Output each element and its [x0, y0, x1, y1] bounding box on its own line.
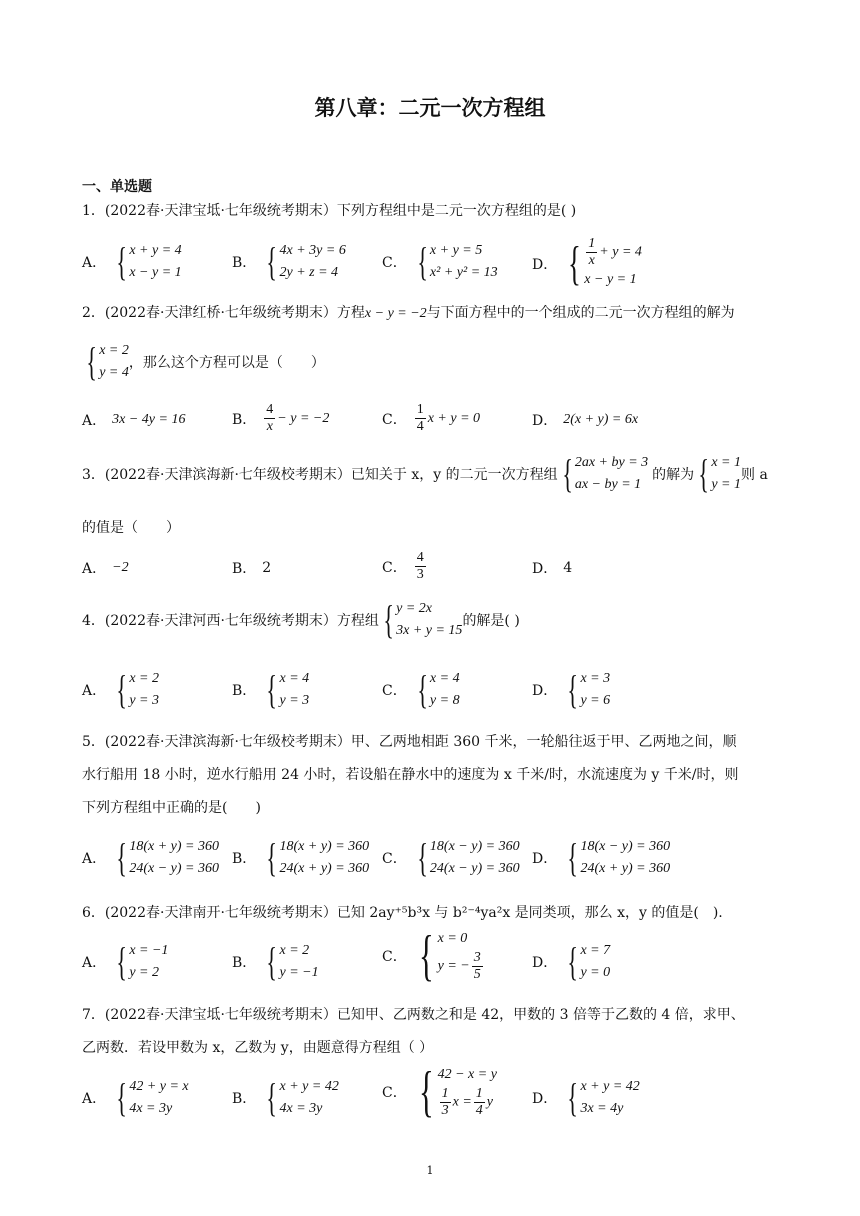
- q6-stem: 6．(2022春·天津南开·七年级统考期末）已知 2ay⁺⁵b³x 与 b²⁻⁴ya²x 是同类项，那么 x，y 的值是( ).: [82, 905, 723, 921]
- q7-stem-line1: 7．(2022春·天津宝坻·七年级统考期末）已知甲、乙两数之和是 42，甲数的 3 倍等于乙数的 4 倍，求甲、: [82, 1007, 745, 1023]
- q3-option-b[interactable]: B． 2: [232, 560, 272, 577]
- q7-stem-line2: 乙两数．若设甲数为 x，乙数为 y，由题意得方程组（ ）: [82, 1040, 434, 1056]
- q5-option-a[interactable]: A． { 18(x + y) = 360 24(x − y) = 360: [82, 835, 219, 880]
- q3-option-a[interactable]: A． −2: [82, 560, 129, 577]
- q4-option-a[interactable]: A． { x = 2 y = 3: [82, 667, 159, 712]
- q2-solution: { x = 2 y = 4 ，那么这个方程可以是（ ）: [86, 339, 325, 384]
- q2-option-a[interactable]: A． 3x − 4y = 16: [82, 412, 186, 429]
- page-number: 1: [426, 1164, 434, 1177]
- q2-option-d[interactable]: D． 2(x + y) = 6x: [532, 412, 639, 429]
- q3-option-d[interactable]: D． 4: [532, 560, 573, 577]
- page-title: 第八章：二元一次方程组: [314, 96, 546, 120]
- q5-option-c[interactable]: C． { 18(x − y) = 360 24(x − y) = 360: [382, 835, 520, 880]
- q1-stem: 1．(2022春·天津宝坻·七年级统考期末）下列方程组中是二元一次方程组的是( ): [82, 203, 577, 219]
- q7-option-b[interactable]: B． { x + y = 42 4x = 3y: [232, 1075, 339, 1120]
- q7-option-d[interactable]: D． { x + y = 42 3x = 4y: [532, 1075, 640, 1120]
- q4-stem: 4．(2022春·天津河西·七年级统考期末）方程组 { y = 2x 3x + y = 15 的解是( ): [82, 597, 520, 642]
- q5-option-b[interactable]: B． { 18(x + y) = 360 24(x + y) = 360: [232, 835, 370, 880]
- q6-option-b[interactable]: B． { x = 2 y = −1: [232, 939, 319, 984]
- q4-option-c[interactable]: C． { x = 4 y = 8: [382, 667, 460, 712]
- q2-option-b[interactable]: B． $\frac{4}{x}$ − y = −2: [232, 402, 330, 434]
- q4-option-b[interactable]: B． { x = 4 y = 3: [232, 667, 310, 712]
- q4-option-d[interactable]: D． { x = 3 y = 6: [532, 667, 611, 712]
- q5-stem-line3: 下列方程组中正确的是( ): [82, 800, 261, 816]
- q5-stem-line2: 水行船用 18 小时，逆水行船用 24 小时，若设船在静水中的速度为 x 千米/时，水流速度为 y 千米/时，则: [82, 767, 739, 783]
- q3-stem: 3．(2022春·天津滨海新·七年级校考期末）已知关于 x，y 的二元一次方程组 { 2ax + by = 3 ax − by = 1 的解为 { x = 1 y = 1 则 a: [82, 451, 768, 496]
- q2-option-c[interactable]: C． $\frac{1}{4}$ x + y = 0: [382, 402, 481, 434]
- q6-option-c[interactable]: C． { x = 0 y = − $\frac{3}{5}$: [382, 924, 481, 987]
- section-heading: 一、单选题: [82, 179, 152, 195]
- q7-option-c[interactable]: C． { 42 − x = y $\frac{1}{3}$ x = $\frac{1}{4}$ y: [382, 1060, 497, 1123]
- q6-option-a[interactable]: A． { x = −1 y = 2: [82, 939, 169, 984]
- q2-stem: 2．(2022春·天津红桥·七年级统考期末）方程x − y = −2与下面方程中的一个组成的二元一次方程组的解为: [82, 305, 735, 321]
- q7-option-a[interactable]: A． { 42 + y = x 4x = 3y: [82, 1075, 189, 1120]
- q5-option-d[interactable]: D． { 18(x − y) = 360 24(x + y) = 360: [532, 835, 671, 880]
- q5-stem-line1: 5．(2022春·天津滨海新·七年级校考期末）甲、乙两地相距 360 千米，一轮船往返于甲、乙两地之间，顺: [82, 734, 737, 750]
- q1-option-c[interactable]: C． { x + y = 5 x² + y² = 13: [382, 239, 498, 284]
- q6-option-d[interactable]: D． { x = 7 y = 0: [532, 939, 611, 984]
- q3-option-c[interactable]: C． $\frac{4}{3}$: [382, 550, 424, 582]
- q3-stem-line2: 的值是（ ）: [82, 520, 180, 536]
- q1-option-a[interactable]: A． { x + y = 4 x − y = 1: [82, 239, 182, 284]
- q1-option-b[interactable]: B． { 4x + 3y = 6 2y + z = 4: [232, 239, 346, 284]
- q1-option-d[interactable]: D． { $\frac{1}{x}$ + y = 4 x − y = 1: [532, 236, 642, 290]
